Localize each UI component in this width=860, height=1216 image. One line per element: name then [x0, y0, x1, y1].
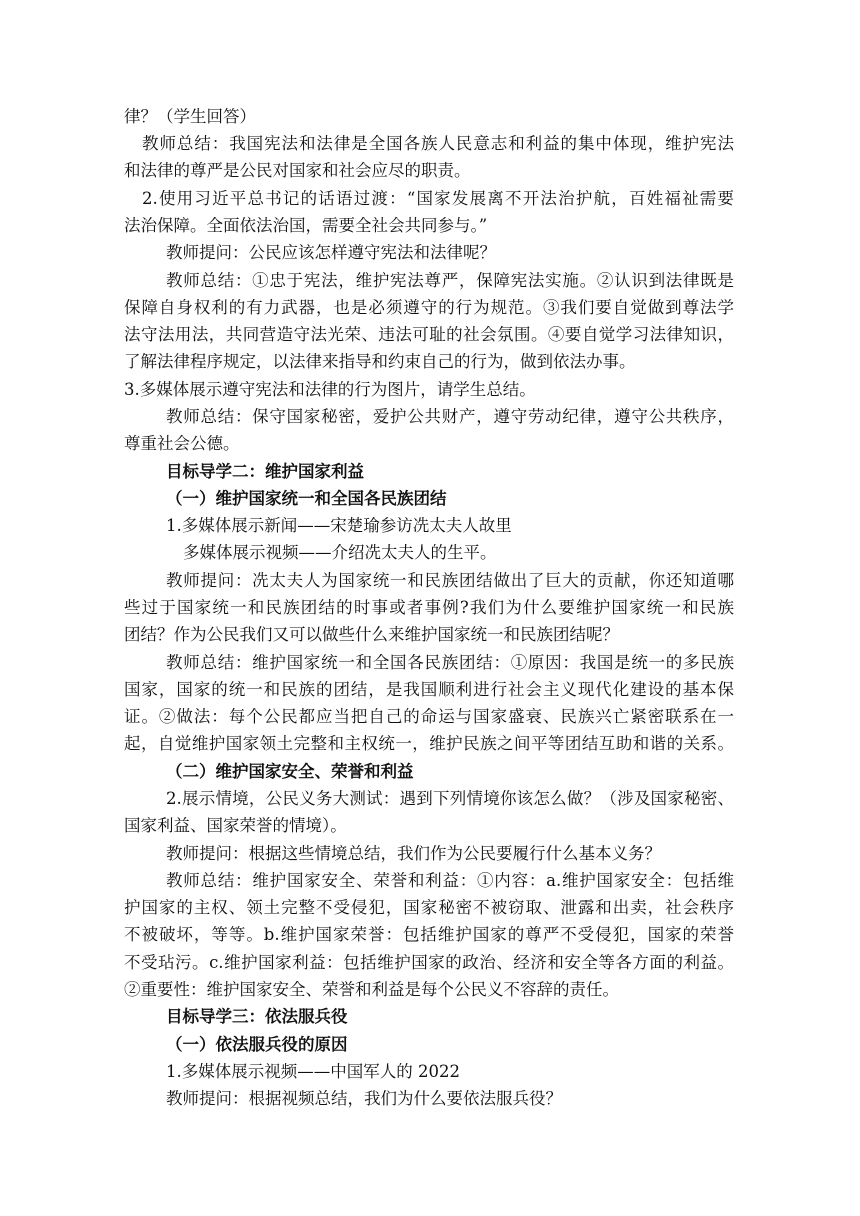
text-line: 多媒体展示视频——介绍冼太夫人的生平。 [183, 543, 497, 562]
text-line: 了解法律程序规定，以法律来指导和约束自己的行为，做到依法办事。 [124, 352, 636, 371]
subsection-heading: （二）维护国家安全、荣誉和利益 [166, 762, 414, 781]
text-line: 团结？作为公民我们又可以做些什么来维护国家统一和民族团结呢？ [124, 625, 619, 644]
text-line: 国家，国家的统一和民族的团结，是我国顺利进行社会主义现代化建设的基本保 [124, 680, 734, 699]
text-line: 教师总结：保守国家秘密，爱护公共财产，遵守劳动纪律，遵守公共秩序， [166, 407, 734, 426]
subsection-heading: （一）依法服兵役的原因 [166, 1035, 348, 1054]
text-line: 律？（学生回答） [124, 107, 256, 126]
text-line: 教师提问：冼太夫人为国家统一和民族团结做出了巨大的贡献，你还知道哪 [166, 571, 734, 590]
text-line: 护国家的主权、领土完整不受侵犯，国家秘密不被窃取、泄露和出卖，社会秩序 [124, 898, 734, 917]
text-line: 尊重社会公德。 [124, 434, 240, 453]
text-line: 不受玷污。c.维护国家利益：包括维护国家的政治、经济和安全等各方面的利益。 [124, 953, 734, 972]
text-line: 教师总结：①忠于宪法，维护宪法尊严，保障宪法实施。②认识到法律既是 [166, 271, 734, 290]
text-line: 法守法用法，共同营造守法光荣、违法可耻的社会氛围。④要自觉学习法律知识， [124, 325, 734, 344]
text-line: 教师提问：根据视频总结，我们为什么要依法服兵役？ [166, 1089, 562, 1108]
text-line: 教师总结：维护国家安全、荣誉和利益：①内容：a.维护国家安全：包括维 [166, 871, 734, 890]
text-line: 和法律的尊严是公民对国家和社会应尽的职责。 [124, 161, 471, 180]
text-line: 国家利益、国家荣誉的情境）。 [124, 816, 347, 835]
text-line: 起，自觉维护国家领土完整和主权统一，维护民族之间平等团结互助和谐的关系。 [124, 734, 734, 753]
text-line: 教师提问：公民应该怎样遵守宪法和法律呢？ [166, 243, 496, 262]
text-line: 法治保障。全面依法治国，需要全社会共同参与。” [124, 216, 488, 235]
text-line: 些过于国家统一和民族团结的时事或者事例?我们为什么要维护国家统一和民族 [124, 598, 734, 617]
text-line: 证。②做法：每个公民都应当把自己的命运与国家盛衰、民族兴亡紧密联系在一 [124, 707, 734, 726]
text-line: 1.多媒体展示视频——中国军人的 2022 [166, 1062, 460, 1081]
text-line: 教师提问：根据这些情境总结，我们作为公民要履行什么基本义务？ [166, 844, 661, 863]
text-line: 1.多媒体展示新闻——宋楚瑜参访冼太夫人故里 [166, 516, 512, 535]
text-line: 保障自身权利的有力武器，也是必须遵守的行为规范。③我们要自觉做到尊法学 [124, 298, 734, 317]
text-line: 3.多媒体展示遵守宪法和法律的行为图片，请学生总结。 [124, 380, 536, 399]
text-line: ②重要性：维护国家安全、荣誉和利益是每个公民义不容辞的责任。 [124, 980, 619, 999]
subsection-heading: （一）维护国家统一和全国各民族团结 [166, 489, 447, 508]
text-line: 2.展示情境，公民义务大测试：遇到下列情境你该怎么做？（涉及国家秘密、 [166, 789, 734, 808]
text-line: 2.使用习近平总书记的话语过渡：“国家发展离不开法治护航，百姓福祉需要 [142, 189, 734, 208]
section-heading: 目标导学二：维护国家利益 [166, 462, 364, 481]
section-heading: 目标导学三：依法服兵役 [166, 1007, 348, 1026]
text-line: 教师总结：我国宪法和法律是全国各族人民意志和利益的集中体现，维护宪法 [142, 134, 734, 153]
text-line: 不被破坏，等等。b.维护国家荣誉：包括维护国家的尊严不受侵犯，国家的荣誉 [124, 925, 734, 944]
text-line: 教师总结：维护国家统一和全国各民族团结：①原因：我国是统一的多民族 [166, 653, 734, 672]
